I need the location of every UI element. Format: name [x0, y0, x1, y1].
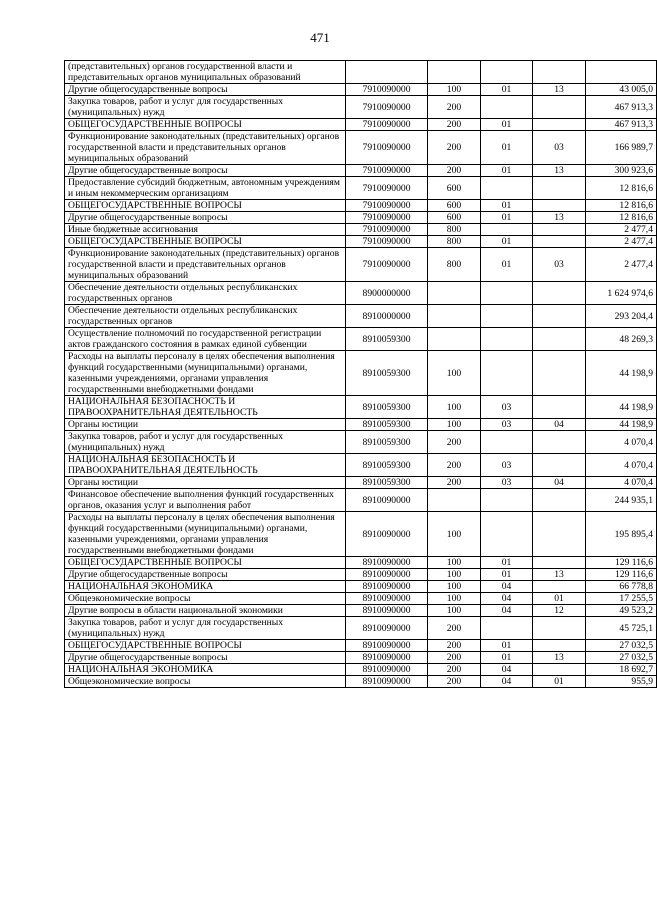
target-article-cell: 8910090000 [346, 557, 428, 569]
amount-cell: 12 816,6 [586, 212, 657, 224]
section-cell: 04 [481, 676, 533, 688]
expense-type-cell: 100 [428, 557, 481, 569]
section-cell [481, 282, 533, 305]
amount-cell: 45 725,1 [586, 617, 657, 640]
target-article-cell: 8910000000 [346, 305, 428, 328]
subsection-cell [533, 581, 586, 593]
row-name-cell: Обеспечение деятельности отдельных республиканских государственных органов [65, 282, 346, 305]
subsection-cell [533, 512, 586, 557]
expense-type-cell: 800 [428, 248, 481, 282]
target-article-cell: 8910059300 [346, 431, 428, 454]
section-cell: 01 [481, 131, 533, 165]
row-name-cell: НАЦИОНАЛЬНАЯ БЕЗОПАСНОСТЬ И ПРАВООХРАНИТЕЛЬНАЯ ДЕЯТЕЛЬНОСТЬ [65, 454, 346, 477]
amount-cell: 293 204,4 [586, 305, 657, 328]
amount-cell: 27 032,5 [586, 652, 657, 664]
row-name-cell: Финансовое обеспечение выполнения функций государственных органов, оказания услуг и выполнения работ [65, 489, 346, 512]
amount-cell: 2 477,4 [586, 236, 657, 248]
amount-cell: 66 778,8 [586, 581, 657, 593]
expense-type-cell: 200 [428, 617, 481, 640]
target-article-cell: 8910090000 [346, 640, 428, 652]
table-row [65, 605, 657, 617]
subsection-cell: 13 [533, 569, 586, 581]
target-article-cell: 8910090000 [346, 581, 428, 593]
expense-type-cell: 200 [428, 119, 481, 131]
amount-cell: 12 816,6 [586, 200, 657, 212]
expense-type-cell: 200 [428, 477, 481, 489]
subsection-cell: 01 [533, 676, 586, 688]
row-name-cell: Другие общегосударственные вопросы [65, 569, 346, 581]
expense-type-cell [428, 328, 481, 351]
amount-cell: 129 116,6 [586, 557, 657, 569]
subsection-cell [533, 282, 586, 305]
row-name-cell: Общеэкономические вопросы [65, 676, 346, 688]
section-cell: 03 [481, 477, 533, 489]
expense-type-cell: 200 [428, 454, 481, 477]
expense-type-cell: 600 [428, 177, 481, 200]
amount-cell: 2 477,4 [586, 224, 657, 236]
subsection-cell [533, 351, 586, 396]
row-name-cell: ОБЩЕГОСУДАРСТВЕННЫЕ ВОПРОСЫ [65, 236, 346, 248]
expense-type-cell [428, 61, 481, 84]
table-row [65, 177, 657, 200]
section-cell: 01 [481, 119, 533, 131]
section-cell: 01 [481, 248, 533, 282]
amount-cell: 2 477,4 [586, 248, 657, 282]
amount-cell: 17 255,5 [586, 593, 657, 605]
target-article-cell: 8910090000 [346, 569, 428, 581]
expense-type-cell: 200 [428, 652, 481, 664]
amount-cell: 129 116,6 [586, 569, 657, 581]
table-row [65, 84, 657, 96]
target-article-cell: 7910090000 [346, 224, 428, 236]
table-row [65, 454, 657, 477]
table-row [65, 212, 657, 224]
amount-cell: 467 913,3 [586, 119, 657, 131]
section-cell: 04 [481, 593, 533, 605]
row-name-cell: Функционирование законодательных (представительных) органов государственной власти и представительных органов муниципальных образований [65, 131, 346, 165]
subsection-cell [533, 328, 586, 351]
table-row [65, 431, 657, 454]
section-cell [481, 328, 533, 351]
expense-type-cell: 100 [428, 605, 481, 617]
subsection-cell [533, 119, 586, 131]
section-cell: 01 [481, 557, 533, 569]
table-row [65, 248, 657, 282]
table-row [65, 131, 657, 165]
table-row [65, 581, 657, 593]
subsection-cell: 04 [533, 477, 586, 489]
amount-cell: 467 913,3 [586, 96, 657, 119]
row-name-cell: ОБЩЕГОСУДАРСТВЕННЫЕ ВОПРОСЫ [65, 640, 346, 652]
section-cell: 03 [481, 454, 533, 477]
target-article-cell: 8910090000 [346, 512, 428, 557]
row-name-cell: Функционирование законодательных (представительных) органов государственной власти и представительных органов муниципальных образований [65, 248, 346, 282]
section-cell: 01 [481, 236, 533, 248]
table-row [65, 165, 657, 177]
expense-type-cell [428, 282, 481, 305]
target-article-cell: 7910090000 [346, 200, 428, 212]
row-name-cell: Другие общегосударственные вопросы [65, 165, 346, 177]
subsection-cell [533, 236, 586, 248]
expense-type-cell: 800 [428, 236, 481, 248]
table-row [65, 224, 657, 236]
target-article-cell [346, 61, 428, 84]
subsection-cell [533, 396, 586, 419]
expense-type-cell [428, 305, 481, 328]
table-row [65, 236, 657, 248]
row-name-cell: Другие общегосударственные вопросы [65, 652, 346, 664]
target-article-cell: 8910090000 [346, 652, 428, 664]
target-article-cell: 8910059300 [346, 396, 428, 419]
subsection-cell: 03 [533, 131, 586, 165]
target-article-cell: 8910059300 [346, 454, 428, 477]
subsection-cell [533, 305, 586, 328]
row-name-cell: Другие общегосударственные вопросы [65, 84, 346, 96]
table-row [65, 396, 657, 419]
row-name-cell: НАЦИОНАЛЬНАЯ ЭКОНОМИКА [65, 664, 346, 676]
expense-type-cell: 100 [428, 512, 481, 557]
subsection-cell [533, 224, 586, 236]
table-row [65, 489, 657, 512]
target-article-cell: 7910090000 [346, 177, 428, 200]
subsection-cell: 13 [533, 652, 586, 664]
section-cell: 03 [481, 396, 533, 419]
expense-type-cell: 100 [428, 419, 481, 431]
subsection-cell: 03 [533, 248, 586, 282]
section-cell [481, 512, 533, 557]
table-row [65, 328, 657, 351]
row-name-cell: НАЦИОНАЛЬНАЯ БЕЗОПАСНОСТЬ И ПРАВООХРАНИТЕЛЬНАЯ ДЕЯТЕЛЬНОСТЬ [65, 396, 346, 419]
amount-cell: 955,9 [586, 676, 657, 688]
target-article-cell: 8910090000 [346, 676, 428, 688]
target-article-cell: 8910090000 [346, 605, 428, 617]
section-cell [481, 617, 533, 640]
subsection-cell: 04 [533, 419, 586, 431]
target-article-cell: 7910090000 [346, 84, 428, 96]
section-cell [481, 177, 533, 200]
amount-cell: 1 624 974,6 [586, 282, 657, 305]
table-row [65, 305, 657, 328]
target-article-cell: 8910059300 [346, 328, 428, 351]
subsection-cell [533, 96, 586, 119]
section-cell [481, 489, 533, 512]
target-article-cell: 7910090000 [346, 212, 428, 224]
subsection-cell [533, 617, 586, 640]
subsection-cell [533, 200, 586, 212]
table-row [65, 664, 657, 676]
expense-type-cell: 100 [428, 569, 481, 581]
table-row [65, 351, 657, 396]
table-row [65, 617, 657, 640]
table-row [65, 119, 657, 131]
amount-cell: 49 523,2 [586, 605, 657, 617]
subsection-cell [533, 557, 586, 569]
table-row [65, 477, 657, 489]
amount-cell: 195 895,4 [586, 512, 657, 557]
section-cell: 01 [481, 212, 533, 224]
row-name-cell: ОБЩЕГОСУДАРСТВЕННЫЕ ВОПРОСЫ [65, 200, 346, 212]
target-article-cell: 7910090000 [346, 131, 428, 165]
row-name-cell: Иные бюджетные ассигнования [65, 224, 346, 236]
section-cell [481, 224, 533, 236]
amount-cell: 4 070,4 [586, 477, 657, 489]
section-cell: 01 [481, 200, 533, 212]
section-cell [481, 61, 533, 84]
target-article-cell: 8910059300 [346, 351, 428, 396]
row-name-cell: ОБЩЕГОСУДАРСТВЕННЫЕ ВОПРОСЫ [65, 557, 346, 569]
expense-type-cell: 200 [428, 131, 481, 165]
target-article-cell: 8910090000 [346, 593, 428, 605]
expense-type-cell: 100 [428, 396, 481, 419]
expense-type-cell: 100 [428, 593, 481, 605]
section-cell: 04 [481, 664, 533, 676]
table-row [65, 61, 657, 84]
row-name-cell: Органы юстиции [65, 419, 346, 431]
amount-cell: 18 692,7 [586, 664, 657, 676]
amount-cell: 44 198,9 [586, 419, 657, 431]
target-article-cell: 7910090000 [346, 236, 428, 248]
row-name-cell: Другие общегосударственные вопросы [65, 212, 346, 224]
target-article-cell: 8910090000 [346, 617, 428, 640]
table-row [65, 282, 657, 305]
amount-cell: 4 070,4 [586, 431, 657, 454]
expense-type-cell: 200 [428, 431, 481, 454]
row-name-cell: (представительных) органов государственной власти и представительных органов муниципальных образований [65, 61, 346, 84]
target-article-cell: 8910090000 [346, 664, 428, 676]
row-name-cell: Закупка товаров, работ и услуг для государственных (муниципальных) нужд [65, 431, 346, 454]
expense-type-cell: 100 [428, 351, 481, 396]
section-cell [481, 96, 533, 119]
expense-type-cell [428, 489, 481, 512]
expense-type-cell: 100 [428, 84, 481, 96]
amount-cell: 43 005,0 [586, 84, 657, 96]
section-cell: 03 [481, 419, 533, 431]
section-cell: 01 [481, 569, 533, 581]
amount-cell: 48 269,3 [586, 328, 657, 351]
section-cell [481, 305, 533, 328]
target-article-cell: 8900000000 [346, 282, 428, 305]
target-article-cell: 7910090000 [346, 248, 428, 282]
section-cell [481, 351, 533, 396]
section-cell: 01 [481, 165, 533, 177]
section-cell: 01 [481, 652, 533, 664]
table-body [65, 61, 657, 688]
amount-cell: 244 935,1 [586, 489, 657, 512]
expense-type-cell: 200 [428, 640, 481, 652]
table-row [65, 419, 657, 431]
table-row [65, 593, 657, 605]
amount-cell: 12 816,6 [586, 177, 657, 200]
subsection-cell [533, 489, 586, 512]
subsection-cell [533, 640, 586, 652]
subsection-cell: 01 [533, 593, 586, 605]
row-name-cell: Осуществление полномочий по государственной регистрации актов гражданского состояния в рамках единой субвенции [65, 328, 346, 351]
amount-cell: 44 198,9 [586, 351, 657, 396]
row-name-cell: ОБЩЕГОСУДАРСТВЕННЫЕ ВОПРОСЫ [65, 119, 346, 131]
target-article-cell: 8910090000 [346, 489, 428, 512]
amount-cell: 4 070,4 [586, 454, 657, 477]
subsection-cell: 13 [533, 84, 586, 96]
expense-type-cell: 200 [428, 96, 481, 119]
target-article-cell: 7910090000 [346, 165, 428, 177]
row-name-cell: Общеэкономические вопросы [65, 593, 346, 605]
subsection-cell [533, 454, 586, 477]
row-name-cell: Расходы на выплаты персоналу в целях обеспечения выполнения функций государственными (муниципальными) органами, казенными учреждениями, органами управления государственными внебюджетными фондами [65, 351, 346, 396]
amount-cell: 300 923,6 [586, 165, 657, 177]
amount-cell: 44 198,9 [586, 396, 657, 419]
expense-type-cell: 600 [428, 200, 481, 212]
page-number: 471 [310, 30, 330, 45]
subsection-cell: 13 [533, 212, 586, 224]
row-name-cell: Обеспечение деятельности отдельных республиканских государственных органов [65, 305, 346, 328]
section-cell: 01 [481, 84, 533, 96]
table-row [65, 640, 657, 652]
subsection-cell [533, 664, 586, 676]
row-name-cell: Закупка товаров, работ и услуг для государственных (муниципальных) нужд [65, 96, 346, 119]
expense-type-cell: 200 [428, 165, 481, 177]
table-row [65, 96, 657, 119]
subsection-cell [533, 61, 586, 84]
row-name-cell: Закупка товаров, работ и услуг для государственных (муниципальных) нужд [65, 617, 346, 640]
expense-type-cell: 200 [428, 664, 481, 676]
section-cell [481, 431, 533, 454]
expense-type-cell: 200 [428, 676, 481, 688]
table-row [65, 200, 657, 212]
target-article-cell: 7910090000 [346, 119, 428, 131]
table-row [65, 512, 657, 557]
target-article-cell: 8910059300 [346, 477, 428, 489]
row-name-cell: НАЦИОНАЛЬНАЯ ЭКОНОМИКА [65, 581, 346, 593]
section-cell: 01 [481, 640, 533, 652]
budget-table [64, 60, 657, 688]
target-article-cell: 8910059300 [346, 419, 428, 431]
subsection-cell: 13 [533, 165, 586, 177]
row-name-cell: Расходы на выплаты персоналу в целях обеспечения выполнения функций государственными (муниципальными) органами, казенными учреждениями, органами управления государственными внебюджетными фондами [65, 512, 346, 557]
subsection-cell [533, 431, 586, 454]
row-name-cell: Предоставление субсидий бюджетным, автономным учреждениям и иным некоммерческим организациям [65, 177, 346, 200]
expense-type-cell: 100 [428, 581, 481, 593]
amount-cell: 166 989,7 [586, 131, 657, 165]
target-article-cell: 7910090000 [346, 96, 428, 119]
table-row [65, 569, 657, 581]
section-cell: 04 [481, 605, 533, 617]
section-cell: 04 [481, 581, 533, 593]
subsection-cell: 12 [533, 605, 586, 617]
table-row [65, 652, 657, 664]
table-row [65, 676, 657, 688]
expense-type-cell: 600 [428, 212, 481, 224]
table-row [65, 557, 657, 569]
amount-cell [586, 61, 657, 84]
row-name-cell: Органы юстиции [65, 477, 346, 489]
subsection-cell [533, 177, 586, 200]
amount-cell: 27 032,5 [586, 640, 657, 652]
row-name-cell: Другие вопросы в области национальной экономики [65, 605, 346, 617]
expense-type-cell: 800 [428, 224, 481, 236]
